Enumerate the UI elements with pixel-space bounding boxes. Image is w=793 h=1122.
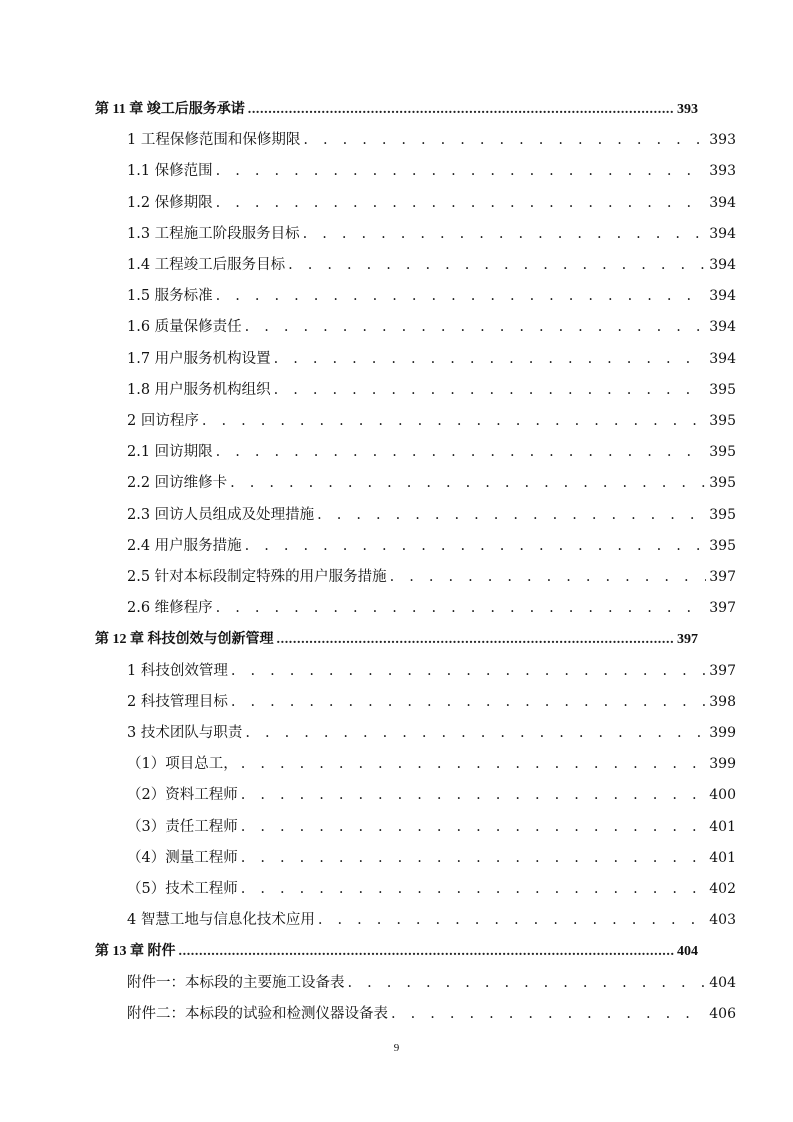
- toc-page: 401: [709, 849, 736, 866]
- toc-page: 394: [709, 319, 736, 336]
- dot-leader: [241, 874, 707, 905]
- toc-entry[interactable]: [127, 312, 736, 343]
- dot-leader: [245, 312, 707, 343]
- toc-page: 400: [709, 787, 736, 804]
- dot-leader: [277, 624, 675, 655]
- toc-label: 2 回访程序: [127, 413, 199, 429]
- toc-chapter-12[interactable]: [95, 624, 698, 655]
- toc-entry[interactable]: [127, 874, 736, 905]
- toc-entry[interactable]: [127, 749, 736, 780]
- dot-leader: [179, 936, 675, 967]
- toc-label: 1.6 质量保修责任: [127, 319, 242, 336]
- toc-label: 1.1 保修范围: [127, 163, 213, 180]
- toc-entry[interactable]: [127, 687, 736, 718]
- toc-entry[interactable]: [127, 780, 736, 811]
- dot-leader: [245, 718, 706, 749]
- toc-page: 393: [709, 132, 736, 149]
- dot-leader: [303, 125, 706, 156]
- dot-leader: [216, 281, 707, 312]
- toc-page: 395: [709, 506, 736, 523]
- toc-page: 394: [709, 194, 736, 211]
- toc-label: 第 11 章 竣工后服务承诺: [95, 102, 245, 117]
- toc-page: 404: [677, 944, 698, 960]
- toc-page: 397: [677, 632, 698, 648]
- toc-label: （2）资料工程师: [127, 787, 238, 804]
- dot-leader: [390, 562, 707, 593]
- dot-leader: [317, 500, 706, 531]
- dot-leader: [245, 531, 707, 562]
- dot-leader: [274, 344, 707, 375]
- toc-label: 4 智慧工地与信息化技术应用: [127, 912, 315, 929]
- toc-page: 395: [709, 381, 736, 398]
- toc-label: 附件一：本标段的主要施工设备表: [127, 974, 345, 991]
- toc-label: 1 工程保修范围和保修期限: [127, 132, 301, 149]
- toc-entry[interactable]: [127, 656, 736, 687]
- toc-page: 404: [709, 974, 736, 991]
- toc-page: 394: [709, 288, 736, 305]
- dot-leader: [216, 593, 707, 624]
- toc-label: 1 科技创效管理: [127, 662, 228, 679]
- toc-page: 398: [709, 693, 736, 710]
- toc-page: 393: [709, 163, 736, 180]
- toc-entry[interactable]: [127, 125, 736, 156]
- toc-entry[interactable]: [127, 999, 736, 1030]
- toc-entry[interactable]: [127, 531, 736, 562]
- toc-entry[interactable]: [127, 156, 736, 187]
- dot-leader: [303, 219, 707, 250]
- toc-label: （3）责任工程师: [127, 818, 238, 835]
- toc-entry[interactable]: [127, 250, 736, 281]
- toc-label: 2.5 针对本标段制定特殊的用户服务措施: [127, 569, 387, 585]
- toc-entry[interactable]: [127, 344, 736, 375]
- toc-entry[interactable]: [127, 375, 736, 406]
- toc-label: 2.2 回访维修卡: [127, 475, 228, 492]
- toc-label: 第 12 章 科技创效与创新管理: [95, 632, 274, 648]
- toc-label: 1.8 用户服务机构组织: [127, 381, 271, 398]
- toc-entry[interactable]: [127, 188, 736, 219]
- toc-label: （4）测量工程师: [127, 849, 238, 866]
- dot-leader: [241, 812, 707, 843]
- dot-leader: [288, 250, 706, 281]
- toc-entry[interactable]: [127, 437, 736, 468]
- dot-leader: [241, 843, 707, 874]
- toc-label: 附件二：本标段的试验和检测仪器设备表: [127, 1005, 388, 1022]
- dot-leader: [231, 656, 706, 687]
- dot-leader: [248, 94, 674, 125]
- toc-entry[interactable]: [127, 905, 736, 936]
- toc-entry[interactable]: [127, 718, 736, 749]
- toc-entry[interactable]: [127, 843, 736, 874]
- toc-label: 2.1 回访期限: [127, 444, 213, 461]
- toc-page: 393: [677, 102, 698, 117]
- toc-page: 395: [709, 475, 736, 492]
- toc-label: 2.6 维修程序: [127, 600, 213, 617]
- toc-entry[interactable]: [127, 281, 736, 312]
- dot-leader: [274, 375, 707, 406]
- toc-entry[interactable]: [127, 219, 736, 250]
- dot-leader: [231, 687, 706, 718]
- dot-leader: [230, 468, 706, 499]
- toc-label: 1.4 工程竣工后服务目标: [127, 257, 286, 273]
- dot-leader: [391, 999, 706, 1030]
- dot-leader: [202, 406, 706, 437]
- toc-page: 403: [709, 912, 736, 929]
- toc-entry[interactable]: [127, 500, 736, 531]
- toc-page: 395: [709, 537, 736, 554]
- toc-page: 395: [709, 413, 736, 429]
- toc-label: 3 技术团队与职责: [127, 725, 243, 741]
- toc-page: 394: [709, 225, 736, 242]
- toc-page: 397: [709, 662, 736, 679]
- toc-label: 第 13 章 附件: [95, 944, 176, 960]
- dot-leader: [216, 188, 707, 219]
- toc-label: 2.3 回访人员组成及处理措施: [127, 506, 315, 523]
- dot-leader: [216, 156, 707, 187]
- toc-label: 2.4 用户服务措施: [127, 537, 242, 554]
- toc-page: 394: [709, 350, 736, 367]
- dot-leader: [216, 437, 707, 468]
- toc-entry[interactable]: [127, 593, 736, 624]
- toc-entry[interactable]: [127, 968, 736, 999]
- toc-page: 397: [709, 600, 736, 617]
- toc-chapter-11[interactable]: [95, 94, 698, 125]
- dot-leader: [241, 749, 707, 780]
- toc-entry[interactable]: [127, 812, 736, 843]
- toc-entry[interactable]: [127, 468, 736, 499]
- toc-label: 1.3 工程施工阶段服务目标: [127, 225, 300, 242]
- toc-page: 397: [709, 569, 736, 585]
- toc-label: （1）项目总工，: [127, 756, 238, 773]
- toc-page: 399: [709, 725, 736, 741]
- toc-label: （5）技术工程师: [127, 881, 238, 897]
- toc-page: 401: [709, 818, 736, 835]
- toc-chapter-13[interactable]: [95, 936, 698, 967]
- toc-entry[interactable]: [127, 562, 736, 593]
- toc-page: 406: [709, 1005, 736, 1022]
- toc-page: 394: [709, 257, 736, 273]
- page-number: 9: [393, 1042, 400, 1054]
- dot-leader: [318, 905, 706, 936]
- toc-label: 2 科技管理目标: [127, 693, 228, 710]
- toc-page: 402: [709, 881, 736, 897]
- toc-page: 395: [709, 444, 736, 461]
- toc-entry[interactable]: [127, 406, 736, 437]
- toc-label: 1.2 保修期限: [127, 194, 213, 211]
- toc-label: 1.7 用户服务机构设置: [127, 350, 271, 367]
- toc-label: 1.5 服务标准: [127, 288, 213, 305]
- dot-leader: [241, 780, 707, 811]
- toc-page: 399: [709, 756, 736, 773]
- dot-leader: [348, 968, 707, 999]
